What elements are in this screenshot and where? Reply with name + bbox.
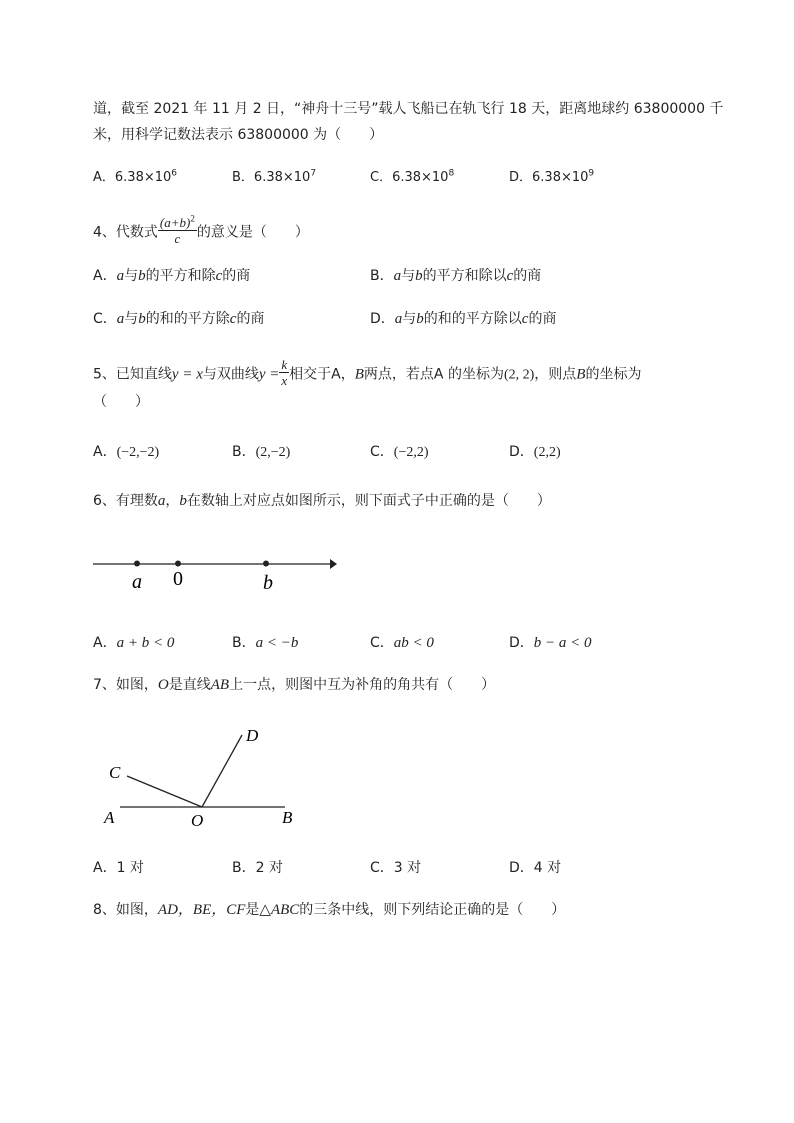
option-label: D．	[509, 635, 534, 651]
var-b: b	[138, 268, 146, 284]
option-text: 的和的平方除	[145, 311, 230, 327]
triangle-name: △ABC	[259, 902, 300, 918]
number-line-figure	[93, 559, 337, 594]
stem-text: 7、如图，	[93, 677, 158, 693]
option-value: (2,−2)	[255, 445, 291, 460]
option-text: 与	[402, 311, 417, 327]
equation-line: y = x	[171, 366, 203, 383]
q5-stem-line2: （ ）	[93, 394, 149, 410]
q6-option-a[interactable]	[93, 634, 174, 652]
option-value: 3 对	[393, 860, 422, 876]
q6-option-c[interactable]	[370, 634, 434, 652]
equation-lhs: y =	[258, 366, 280, 383]
option-value: 6.38×10	[392, 170, 449, 185]
var-c: c	[506, 268, 514, 284]
q6-option-b[interactable]	[232, 634, 298, 652]
q8-stem	[93, 901, 565, 919]
number-line-arrow-icon	[330, 559, 337, 569]
stem-text: ，	[340, 366, 355, 383]
option-label: D．	[370, 311, 395, 327]
var-b: b	[138, 311, 146, 327]
label-c: C	[109, 763, 121, 782]
option-value: (−2,2)	[393, 445, 429, 460]
label-a: A	[104, 808, 115, 827]
option-label: A．	[93, 860, 117, 876]
point-zero-dot	[175, 561, 181, 567]
stem-text: 上一点，则图中互为补角的角共有（ ）	[229, 677, 496, 693]
option-label: A．	[93, 635, 117, 651]
var-a: a	[116, 311, 125, 327]
option-value: b − a < 0	[533, 635, 592, 651]
var-a: a	[394, 311, 403, 327]
option-exponent: 8	[448, 168, 455, 179]
option-text: 与	[124, 268, 139, 284]
label-d: D	[246, 726, 259, 745]
var-c: c	[215, 268, 223, 284]
line-name: AB	[210, 677, 230, 693]
var-b: b	[179, 493, 187, 509]
option-label: D．	[509, 170, 533, 185]
option-text: 的商	[236, 311, 265, 327]
point-b: B	[354, 366, 364, 383]
number-line-label-zero: 0	[173, 568, 183, 590]
var-b: b	[416, 311, 424, 327]
var-a: a	[393, 268, 402, 284]
option-label: D．	[509, 860, 534, 876]
option-value: 6.38×10	[114, 170, 172, 185]
stem-text: 的坐标为	[585, 366, 642, 383]
option-value: (2,2)	[533, 445, 561, 460]
q7-option-c[interactable]	[370, 859, 421, 877]
stem-text: 相交于	[289, 366, 332, 383]
stem-text: 在数轴上对应点如图所示，则下面式子中正确的是（ ）	[186, 493, 551, 509]
point-b-dot	[263, 561, 269, 567]
option-label: C．	[370, 170, 393, 185]
q7-stem	[93, 676, 495, 694]
fraction-denominator: c	[174, 231, 181, 246]
q7-option-d[interactable]	[509, 859, 561, 877]
option-value: 6.38×10	[532, 170, 589, 185]
option-text: 的商	[513, 268, 542, 284]
option-text: 的和的平方除以	[423, 311, 522, 327]
option-label: C．	[93, 311, 117, 327]
option-value: 1 对	[116, 860, 144, 876]
option-text: 的商	[222, 268, 251, 284]
option-text: 的商	[528, 311, 557, 327]
option-label: C．	[370, 860, 394, 876]
fraction-numerator: k	[281, 357, 288, 372]
stem-text: 是	[245, 902, 260, 918]
median-names: AD，BE，CF	[157, 902, 246, 918]
fraction-denominator: x	[281, 373, 288, 388]
stem-text: 的三条中线，则下列结论正确的是（ ）	[299, 902, 566, 918]
option-label: B．	[370, 268, 394, 284]
option-label: B．	[232, 170, 254, 185]
stem-text: 6、有理数	[93, 493, 158, 509]
number-line-label-a: a	[132, 571, 142, 593]
point-b: B	[576, 366, 586, 383]
option-text: 与	[124, 311, 139, 327]
label-o: O	[191, 811, 204, 830]
option-label: B．	[232, 860, 256, 876]
option-label: B．	[232, 444, 256, 460]
option-text: 的平方和除	[145, 268, 216, 284]
stem-text: 是直线	[168, 677, 211, 693]
var-c: c	[229, 311, 237, 327]
option-label: C．	[370, 444, 394, 460]
option-exponent: 7	[310, 168, 317, 179]
option-label: A．	[93, 268, 117, 284]
option-value: 4 对	[533, 860, 562, 876]
option-label: A．	[93, 444, 117, 460]
q3-line1: 道，截至 2021 年 11 月 2 日，“神舟十三号”载人飞船已在轨飞行 18 天，距离地球约 63800000 千	[93, 101, 724, 117]
number-line-label-b: b	[263, 572, 273, 594]
point-o: O	[157, 677, 169, 693]
stem-text: 5、已知直线	[93, 366, 172, 383]
var-b: b	[415, 268, 423, 284]
fraction-exponent: 2	[190, 213, 195, 224]
option-value: 6.38×10	[253, 170, 311, 185]
option-value: ab < 0	[393, 635, 434, 651]
option-label: C．	[370, 635, 394, 651]
q4-suffix: 的意义是（ ）	[196, 224, 309, 241]
stem-text: ，则点	[534, 366, 577, 383]
q6-option-d[interactable]	[509, 634, 592, 652]
stem-text: 8、如图，	[93, 902, 158, 918]
point-a: A	[331, 366, 341, 383]
option-value: a < −b	[255, 635, 299, 651]
option-value: 2 对	[255, 860, 283, 876]
point-a-dot	[134, 561, 140, 567]
option-label: D．	[509, 444, 534, 460]
q4-prefix: 4、代数式	[93, 224, 158, 241]
stem-text: 两点，若点A 的坐标为	[363, 366, 504, 383]
q7-option-a[interactable]	[93, 859, 144, 877]
option-label: A．	[93, 170, 115, 185]
ray-od	[202, 735, 242, 807]
option-exponent: 9	[588, 168, 595, 179]
fraction-numerator: (a+b)	[159, 215, 191, 230]
var-a: a	[157, 493, 166, 509]
q7-option-b[interactable]	[232, 859, 283, 877]
option-value: (−2,−2)	[116, 445, 160, 460]
var-a: a	[116, 268, 125, 284]
option-exponent: 6	[171, 168, 178, 179]
option-value: a + b < 0	[116, 635, 175, 651]
label-b: B	[282, 808, 293, 827]
option-text: 与	[401, 268, 416, 284]
q3-line2: 米，用科学记数法表示 63800000 为（ ）	[93, 127, 384, 143]
option-text: 的平方和除以	[422, 268, 507, 284]
ray-oc	[127, 776, 202, 807]
stem-text: ，	[165, 493, 180, 509]
stem-text: 与双曲线	[202, 366, 259, 383]
option-label: B．	[232, 635, 256, 651]
var-c: c	[521, 311, 529, 327]
coordinate: (2, 2)	[503, 367, 535, 383]
angle-figure	[103, 726, 293, 830]
